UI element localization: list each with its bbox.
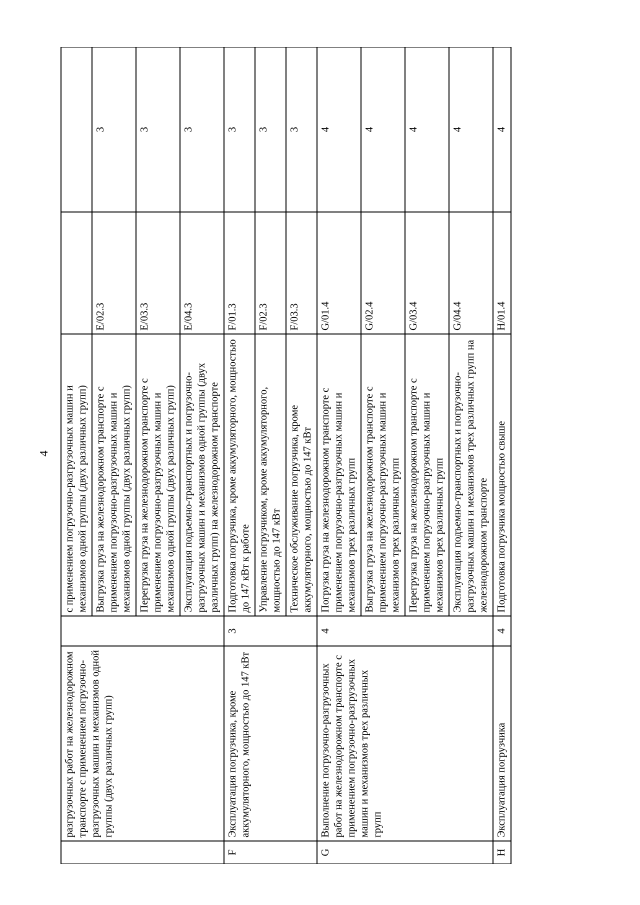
labor-function-name: Перегрузка груза на железнодорожном транспорте с применением погрузочно-разгрузочных машин и механизмов одной группы (двух различных групп) [136, 334, 180, 616]
labor-function-name: Эксплуатация подъемно-транспортных и погрузочно-разгрузочных машин и механизмов трех различных групп на железнодорожном транспорте [449, 334, 493, 616]
generalized-function-code [61, 841, 224, 864]
generalized-function-level: 3 [224, 616, 317, 646]
labor-function-level [61, 47, 92, 212]
labor-function-level: 4 [493, 47, 511, 212]
generalized-function-name: Эксплуатация погрузчика [493, 646, 511, 841]
labor-function-level: 3 [286, 47, 317, 212]
generalized-function-name: Эксплуатация погрузчика, кроме аккумуляторного, мощностью до 147 кВт [224, 646, 317, 841]
labor-function-name: с применением погрузочно-разгрузочных машин и механизмов одной группы (двух различных групп) [61, 334, 92, 616]
labor-function-level: 4 [405, 47, 449, 212]
labor-function-level: 3 [136, 47, 180, 212]
generalized-function-code: G [317, 841, 493, 864]
labor-function-name: Техническое обслуживание погрузчика, кроме аккумуляторного, мощностью до 147 кВт [286, 334, 317, 616]
labor-function-level: 3 [92, 47, 136, 212]
labor-function-code: G/02.4 [361, 212, 405, 334]
labor-function-name: Управление погрузчиком, кроме аккумуляторного, мощностью до 147 кВт [255, 334, 286, 616]
labor-function-code: G/03.4 [405, 212, 449, 334]
labor-function-level: 4 [449, 47, 493, 212]
labor-function-name: Подготовка погрузчика мощностью свыше [493, 334, 511, 616]
labor-function-code [61, 212, 92, 334]
generalized-function-code: H [493, 841, 511, 864]
rotated-table-area [60, 47, 608, 864]
labor-function-name: Погрузка груза на железнодорожном транспорте с применением погрузочно-разгрузочных машин и механизмов трех различных групп [317, 334, 361, 616]
labor-function-code: H/01.4 [493, 212, 511, 334]
table-sheet [60, 47, 608, 864]
generalized-function-name: Выполнение погрузочно-разгрузочных работ на железнодорожном транспорте с применением погрузочно-разгрузочных машин и механизмов трех различных групп [317, 646, 493, 841]
generalized-function-name: разгрузочных работ на железнодорожном транспорте с применением погрузочно-разгрузочных машин и механизмов одной группы (двух различных групп) [61, 646, 224, 841]
generalized-function-level: 4 [317, 616, 493, 646]
labor-function-name: Подготовка погрузчика, кроме аккумуляторного, мощностью до 147 кВт к работе [224, 334, 255, 616]
table-row [317, 47, 361, 864]
labor-function-code: E/03.3 [136, 212, 180, 334]
table-body [61, 47, 511, 864]
labor-function-level: 3 [224, 47, 255, 212]
labor-function-name: Эксплуатация подъемно-транспортных и погрузочно-разгрузочных машин и механизмов одной группы (двух различных групп) на железнодорожном транспорте [180, 334, 224, 616]
labor-function-name: Перегрузка груза на железнодорожном транспорте с применением погрузочно-разгрузочных машин и механизмов трех различных групп [405, 334, 449, 616]
labor-function-name: Выгрузка груза на железнодорожном транспорте с применением погрузочно-разгрузочных машин и механизмов одной группы (двух различных групп) [92, 334, 136, 616]
page-number: 4 [36, 450, 51, 457]
generalized-function-level [61, 616, 224, 646]
labor-function-level: 3 [255, 47, 286, 212]
labor-function-name: Выгрузка груза на железнодорожном транспорте с применением погрузочно-разгрузочных машин и механизмов трех различных групп [361, 334, 405, 616]
functions-table [60, 47, 511, 864]
labor-function-level: 4 [317, 47, 361, 212]
labor-function-code: E/02.3 [92, 212, 136, 334]
generalized-function-code: F [224, 841, 317, 864]
labor-function-code: G/01.4 [317, 212, 361, 334]
labor-function-level: 4 [361, 47, 405, 212]
labor-function-code: F/03.3 [286, 212, 317, 334]
labor-function-code: G/04.4 [449, 212, 493, 334]
table-row [493, 47, 511, 864]
labor-function-code: E/04.3 [180, 212, 224, 334]
table-row [61, 47, 92, 864]
table-row [224, 47, 255, 864]
labor-function-code: F/02.3 [255, 212, 286, 334]
labor-function-code: F/01.3 [224, 212, 255, 334]
labor-function-level: 3 [180, 47, 224, 212]
generalized-function-level: 4 [493, 616, 511, 646]
